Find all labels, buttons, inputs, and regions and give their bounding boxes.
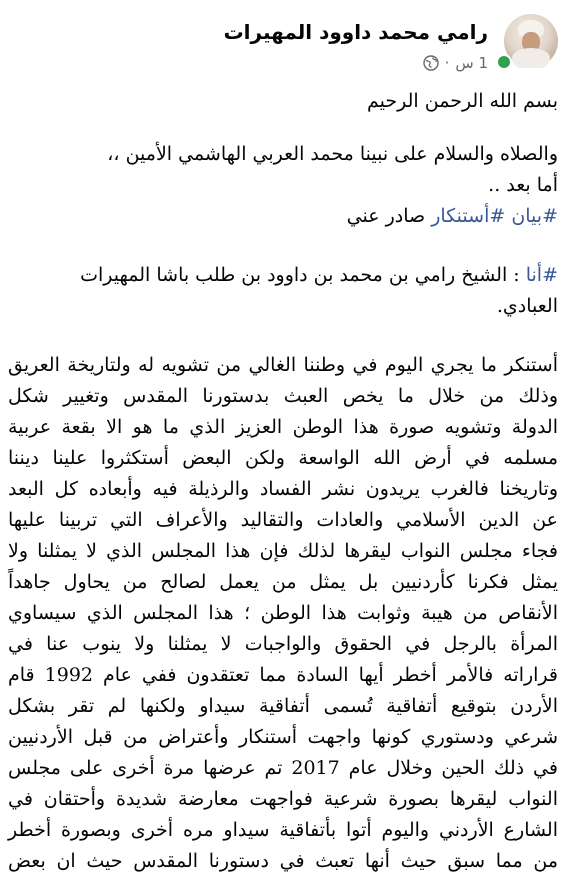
paragraph-line: الأردن بتوقيع أتفاقية تُسمى أتفاقية سيداو ولكنها لم تقر بشكل bbox=[8, 695, 558, 717]
identity-rest: : الشيخ رامي بن محمد بن داوود بن طلب باشا المهيرات bbox=[80, 264, 520, 286]
author-avatar[interactable] bbox=[504, 14, 558, 68]
paragraph-line: قراراته فالأمر أخطر أيها السادة مما تعتقدون ففي عام 1992 قام bbox=[8, 664, 558, 686]
post-header bbox=[14, 14, 562, 74]
paragraph-line: يمثل فكرنا كأردنيين بل يمثل من يعمل لصالح من يحاول جاهداً bbox=[8, 571, 558, 593]
post-meta bbox=[423, 54, 488, 72]
avatar-body bbox=[512, 48, 550, 68]
paragraph-line: وتاريخنا فالغرب يريدون نشر الفساد والرذيلة فيه وأبعاده كل البعد bbox=[8, 478, 558, 500]
paragraph-line: المرأة بالرجل في الحقوق والواجبات لا يمثلنا ولا ينوب عنا في bbox=[8, 633, 558, 655]
hashtag-ana[interactable]: #أنا bbox=[525, 264, 558, 286]
paragraph-line: الدولة وتشويه صورة هذا الوطن العزيز الذي ما هو الا بقعة عربية bbox=[8, 416, 558, 438]
author-name[interactable]: رامي محمد داوود المهيرات bbox=[223, 20, 488, 44]
online-status-dot bbox=[496, 54, 512, 70]
paragraph-line: الشارع الأردني واليوم أتوا بأتفاقية سيداو مره أخرى وبصورة أخطر bbox=[8, 819, 558, 841]
meta-separator: · bbox=[444, 54, 450, 72]
globe-icon[interactable] bbox=[423, 55, 439, 71]
paragraph-line: أستنكر ما يجري اليوم في وطننا الغالي من تشويه له ولتاريخة العريق bbox=[8, 354, 558, 376]
post-time[interactable]: 1 س bbox=[455, 54, 488, 72]
identity-line-2: العبادي. bbox=[496, 295, 558, 317]
hashtag-istinkar[interactable]: #أستنكار bbox=[431, 205, 506, 227]
paragraph-line: النواب ليقرها بصورة شرعية فواجهت معارضة شديدة وأحتقان في bbox=[8, 788, 558, 810]
basmala-line: بسم الله الرحمن الرحيم bbox=[367, 90, 558, 112]
paragraph-line: فجاء مجلس النواب ليقرها لذلك فإن هذا المجلس الذي لا يمثلنا ولا bbox=[8, 540, 558, 562]
identity-line bbox=[8, 260, 558, 291]
hashtag-bayan[interactable]: #بيان bbox=[511, 205, 558, 227]
paragraph-line: وذلك من خلال ما يخص العبث بدستورنا المقدس وتغيير شكل bbox=[8, 385, 558, 407]
paragraph-line: في ذلك الحين وخلال عام 2017 تم عرضها مرة أخرى على مجلس bbox=[8, 757, 558, 779]
paragraph-line: مسلمه في أرض الله الواسعة ولكن البعض أستكثروا علينا ديننا bbox=[8, 447, 558, 469]
statement-rest: صادر عني bbox=[346, 205, 426, 227]
post-body bbox=[8, 86, 558, 877]
amma-baad-line: أما بعد .. bbox=[488, 174, 558, 196]
salutation-line: والصلاه والسلام على نبينا محمد العربي الهاشمي الأمين ،، bbox=[107, 143, 558, 165]
paragraph-line: شرعي ودستوري كونها واجهت أستنكار وأعتراض من قبل الأردنيين bbox=[8, 726, 558, 748]
paragraph-line: الأنقاص من هيبة وثوابت هذا الوطن ؛ هذا المجلس الذي سيساوي bbox=[8, 602, 558, 624]
paragraph-line: من مما سبق حيث أنها تعبث في دستورنا المقدس حيث ان بعض bbox=[8, 850, 558, 872]
statement-line bbox=[8, 201, 558, 232]
paragraph-line: عن الدين الأسلامي والعادات والتقاليد والأعراف التي تربينا عليها bbox=[8, 509, 558, 531]
